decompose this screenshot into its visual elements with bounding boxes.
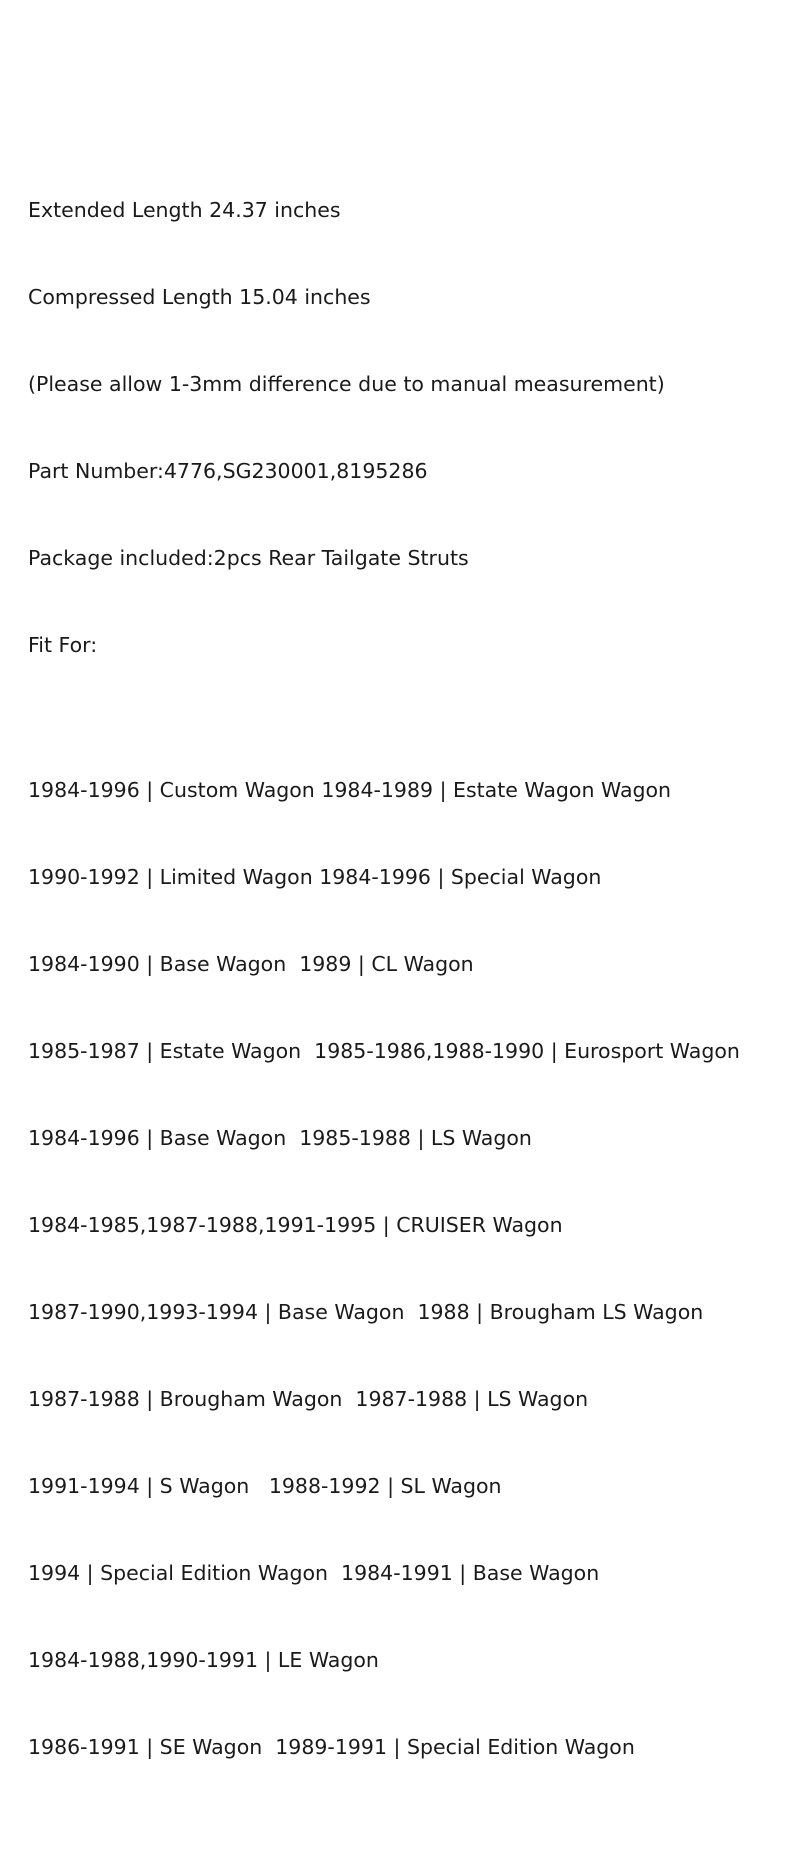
fitment-line: 1987-1988 | Brougham Wagon 1987-1988 | LS Wagon bbox=[28, 1387, 589, 1411]
fit-for-heading: Fit For: bbox=[28, 633, 98, 657]
fitment-line: 1986-1991 | SE Wagon 1989-1991 | Special Edition Wagon bbox=[28, 1735, 635, 1759]
fitment-line: 1984-1985,1987-1988,1991-1995 | CRUISER Wagon bbox=[28, 1213, 563, 1237]
spec-text-block bbox=[28, 138, 792, 1849]
package-included-text: Package included:2pcs Rear Tailgate Struts bbox=[28, 546, 469, 570]
fitment-line: 1985-1987 | Estate Wagon 1985-1986,1988-1990 | Eurosport Wagon bbox=[28, 1039, 740, 1063]
fitment-line: 1990-1992 | Limited Wagon 1984-1996 | Special Wagon bbox=[28, 865, 602, 889]
fitment-line: 1984-1996 | Base Wagon 1985-1988 | LS Wagon bbox=[28, 1126, 532, 1150]
fitment-line: 1987-1990,1993-1994 | Base Wagon 1988 | Brougham LS Wagon bbox=[28, 1300, 704, 1324]
measurement-note-text: (Please allow 1-3mm difference due to manual measurement) bbox=[28, 372, 665, 396]
fitment-line: 1984-1990 | Base Wagon 1989 | CL Wagon bbox=[28, 952, 474, 976]
fitment-list bbox=[28, 718, 792, 1820]
fitment-line: 1991-1994 | S Wagon 1988-1992 | SL Wagon bbox=[28, 1474, 502, 1498]
fitment-line: 1984-1988,1990-1991 | LE Wagon bbox=[28, 1648, 379, 1672]
fitment-line: 1984-1996 | Custom Wagon 1984-1989 | Estate Wagon Wagon bbox=[28, 778, 672, 802]
part-number-text: Part Number:4776,SG230001,8195286 bbox=[28, 459, 428, 483]
extended-length-text: Extended Length 24.37 inches bbox=[28, 198, 341, 222]
fitment-line: 1994 | Special Edition Wagon 1984-1991 | Base Wagon bbox=[28, 1561, 600, 1585]
compressed-length-text: Compressed Length 15.04 inches bbox=[28, 285, 371, 309]
